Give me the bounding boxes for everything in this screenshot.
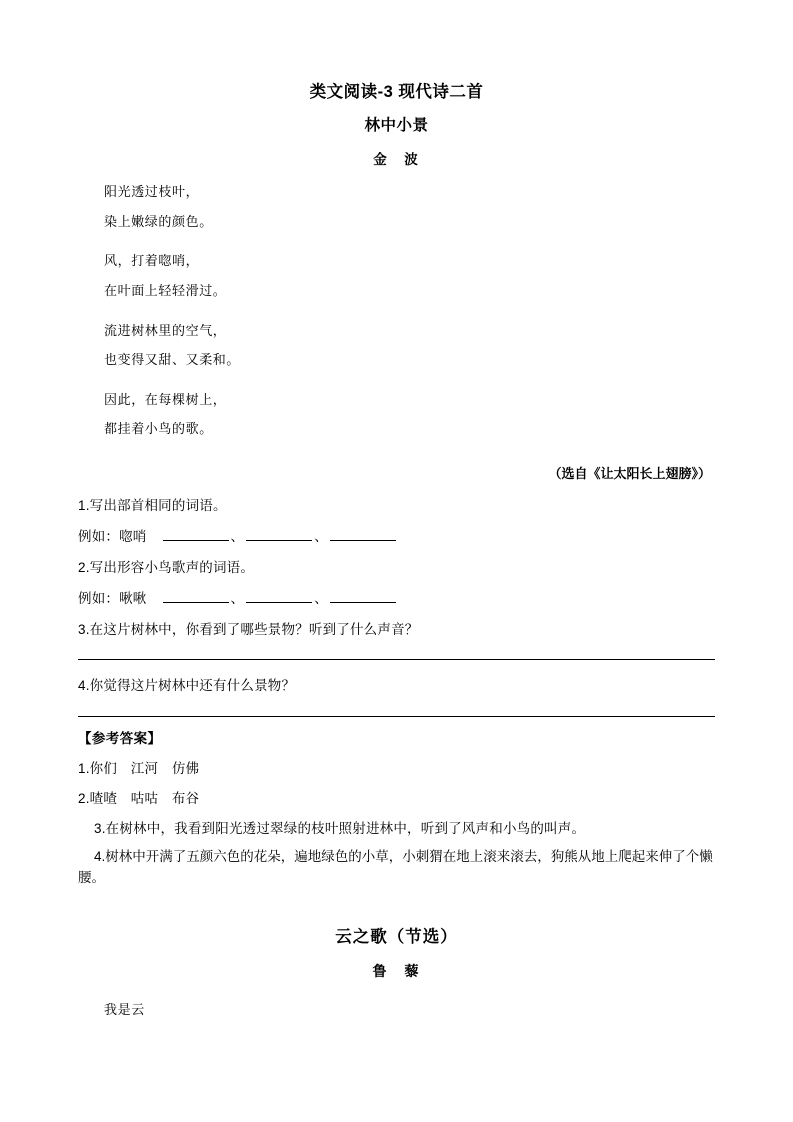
question-number: 4. bbox=[78, 678, 90, 694]
poem-line: 流进树林里的空气， bbox=[104, 323, 227, 339]
answer-blank[interactable] bbox=[246, 526, 312, 541]
page-title: 类文阅读-3 现代诗二首 bbox=[309, 83, 484, 101]
answer-item: 2.喳喳 咕咕 布谷 bbox=[78, 791, 200, 807]
question-text: 写出部首相同的词语。 bbox=[89, 498, 227, 514]
question-4 bbox=[78, 674, 715, 694]
example-word: 唿哨 bbox=[119, 529, 147, 545]
question-1-example: 例如：唿哨 、 、 bbox=[78, 525, 715, 545]
question-text: 你觉得这片树林中还有什么景物？ bbox=[89, 678, 296, 694]
poem2-first-line: 我是云 bbox=[104, 1002, 145, 1018]
answers-block bbox=[78, 727, 715, 889]
answer-item: 4.树林中开满了五颜六色的花朵，遍地绿色的小草，小刺猬在地上滚来滚去，狗熊从地上爬起来伸了个懒腰。 bbox=[78, 849, 713, 886]
answer-blank[interactable] bbox=[330, 526, 396, 541]
question-text: 在这片树林中，你看到了哪些景物？听到了什么声音？ bbox=[89, 622, 419, 638]
poem-line: 也变得又甜、又柔和。 bbox=[104, 353, 241, 369]
example-label: 例如： bbox=[78, 591, 120, 607]
answers-heading: 【参考答案】 bbox=[78, 731, 162, 747]
question-text: 写出形容小鸟歌声的词语。 bbox=[89, 560, 255, 576]
poem1-body bbox=[78, 186, 715, 437]
answer-blank[interactable] bbox=[163, 588, 229, 603]
answer-item: 3.在树林中，我看到阳光透过翠绿的枝叶照射进林中，听到了风声和小鸟的叫声。 bbox=[94, 821, 586, 837]
poem-line: 阳光透过枝叶， bbox=[104, 185, 200, 200]
poem1-title: 林中小景 bbox=[364, 117, 429, 134]
poem1-stanza-2 bbox=[78, 255, 715, 298]
question-number: 3. bbox=[78, 622, 90, 638]
question-2 bbox=[78, 556, 715, 576]
poem1-source: （选自《让太阳长上翅膀》） bbox=[548, 467, 711, 483]
answer-rule bbox=[78, 716, 715, 717]
poem-line: 染上嫩绿的颜色。 bbox=[104, 214, 213, 230]
poem-line: 风，打着唿哨， bbox=[104, 254, 200, 270]
example-label: 例如： bbox=[78, 529, 120, 545]
answer-item: 1.你们 江河 仿佛 bbox=[78, 761, 200, 777]
poem-line: 在叶面上轻轻滑过。 bbox=[104, 283, 227, 299]
poem1-author: 金 波 bbox=[373, 152, 420, 168]
answer-blank[interactable] bbox=[330, 588, 396, 603]
question-2-example: 例如：啾啾 、 、 bbox=[78, 587, 715, 607]
poem2-title: 云之歌（节选） bbox=[335, 927, 458, 946]
answer-rule bbox=[78, 659, 715, 660]
answer-blank[interactable] bbox=[246, 588, 312, 603]
poem-line: 都挂着小鸟的歌。 bbox=[104, 422, 213, 438]
poem1-stanza-1 bbox=[78, 186, 715, 229]
example-word: 啾啾 bbox=[119, 591, 147, 607]
poem1-stanza-4 bbox=[78, 394, 715, 437]
question-number: 2. bbox=[78, 560, 90, 576]
poem-line: 因此，在每棵树上， bbox=[104, 392, 227, 408]
questions-block bbox=[78, 494, 715, 717]
question-1 bbox=[78, 494, 715, 514]
question-number: 1. bbox=[78, 498, 90, 514]
answer-blank[interactable] bbox=[163, 526, 229, 541]
question-3 bbox=[78, 618, 715, 638]
poem2-author: 鲁 藜 bbox=[372, 963, 421, 980]
poem1-stanza-3 bbox=[78, 325, 715, 368]
